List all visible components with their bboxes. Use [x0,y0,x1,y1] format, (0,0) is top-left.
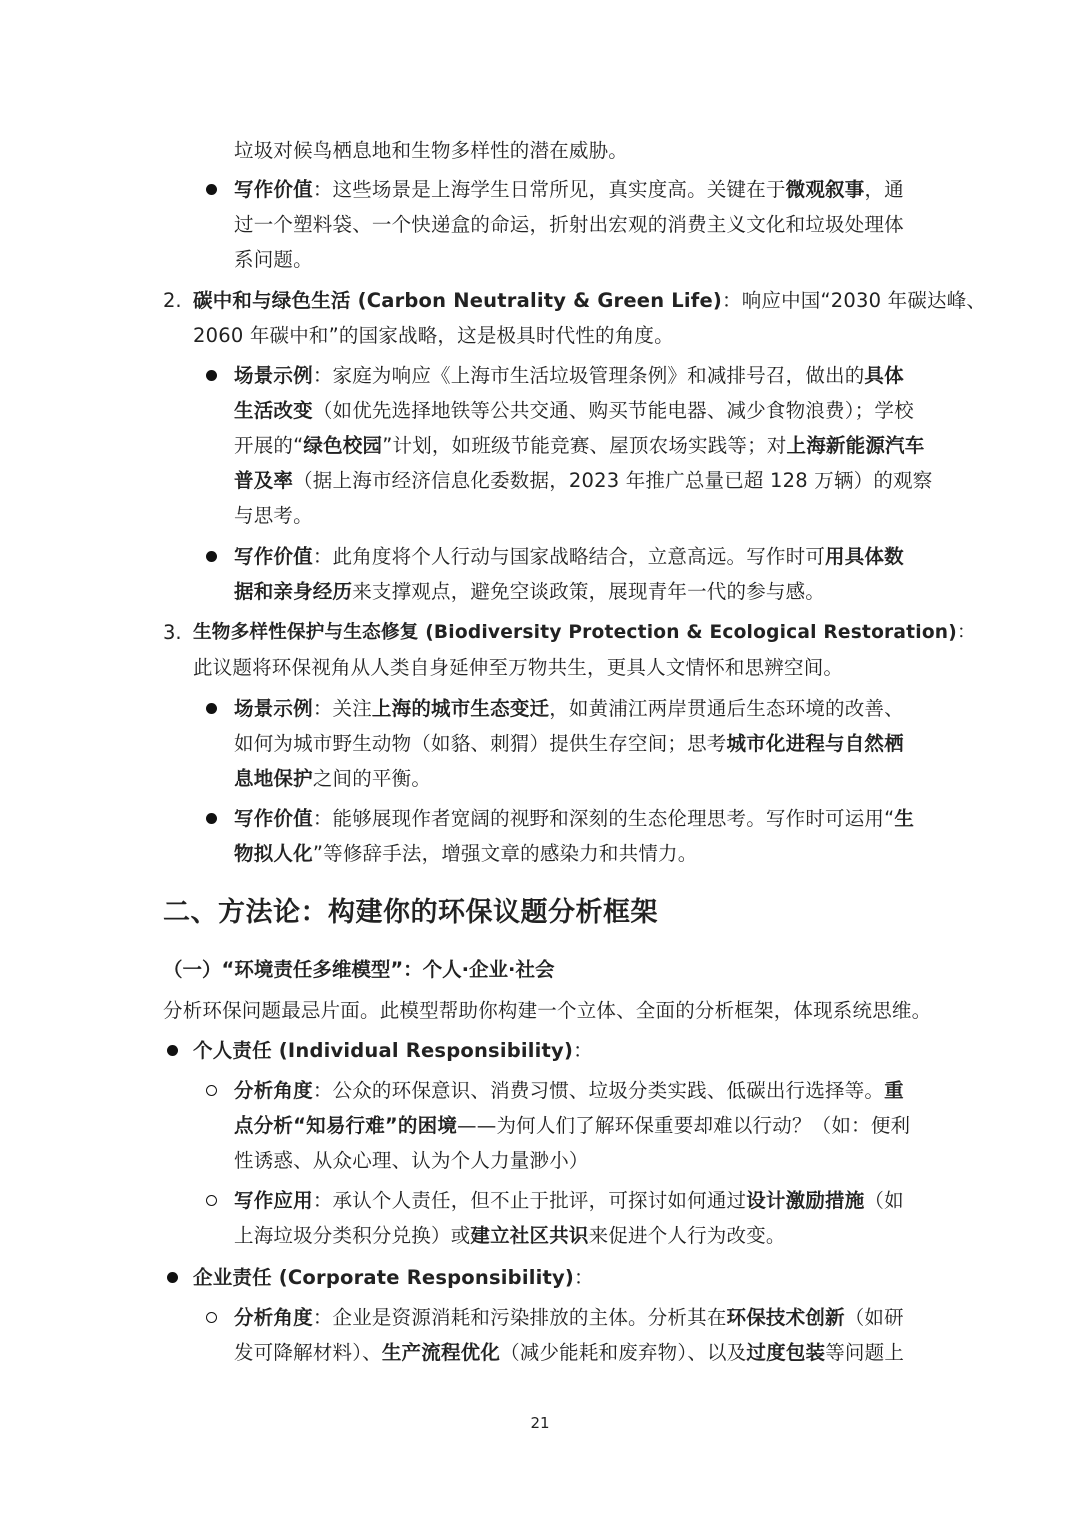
paragraph-line [234,1149,589,1173]
text-run: ：公众的环保意识、消费习惯、垃圾分类实践、低碳出行选择等。 [312,1079,885,1102]
text-run: 之间的平衡。 [312,767,432,790]
bold-text: 个人责任 (Individual Responsibility) [193,1039,574,1062]
bold-text: 分析角度 [234,1079,313,1102]
analysis-angle-line [234,1079,904,1103]
bold-text: 具体 [864,364,904,387]
bold-text: 碳中和与绿色生活 (Carbon Neutrality & Green Life) [193,289,722,312]
paragraph-line [163,999,931,1023]
list-number: 2. [163,289,182,312]
bold-text: 写作价值 [234,545,313,568]
bold-text: 写作价值 [234,178,313,201]
text-run: 等问题上 [825,1341,905,1364]
bullet-icon [206,184,217,195]
bold-text: 普及率 [234,469,294,492]
bold-text: 上海的城市生态变迁 [371,697,550,720]
paragraph-line [193,324,674,348]
bullet-icon [167,1045,178,1056]
text-run: ”计划，如班级节能竞赛、屋顶农场实践等；对 [382,434,787,457]
writing-apply-line [234,1189,904,1213]
bold-text: 生产流程优化 [381,1341,501,1364]
text-run: （据上海市经济信息化委数据，2023 年推广总量已超 128 万辆）的观察 [293,469,933,492]
paragraph-line [234,1341,904,1365]
bold-text: 重 [884,1079,904,1102]
text-run: 上海垃圾分类积分兑换）或 [234,1224,471,1247]
paragraph-line [234,139,628,163]
text-run: ： [956,622,976,643]
bullet-icon [206,370,217,381]
scene-line [234,364,904,388]
paragraph-line [234,767,431,791]
text-run: （如研 [844,1306,904,1329]
bold-text: 生活改变 [234,399,313,422]
hollow-bullet-icon [206,1195,217,1206]
text-run: 此议题将环保视角从人类自身延伸至万物共生，更具人文情怀和思辨空间。 [193,656,844,679]
hollow-bullet-icon [206,1085,217,1096]
text-run: ： [573,1039,593,1062]
scene-line [234,697,904,721]
bold-text: 过度包装 [746,1341,826,1364]
text-run: 来促进个人行为改变。 [588,1224,786,1247]
text-run: 过一个塑料袋、一个快递盒的命运，折射出宏观的消费主义文化和垃圾处理体 [234,213,904,236]
paragraph-line [234,1114,910,1138]
text-run: ：响应中国“2030 年碳达峰、 [722,289,987,312]
bullet-icon [206,551,217,562]
writing-value-line [234,545,904,569]
paragraph-line [234,1224,786,1248]
bold-text: 生 [894,807,915,830]
paragraph-line [234,213,904,237]
item-title-line [193,289,986,313]
text-run: 性诱惑、从众心理、认为个人力量渺小） [234,1149,589,1172]
paragraph-line [234,732,904,756]
text-run: ”等修辞手法，增强文章的感染力和共情力。 [312,842,698,865]
bold-text: 城市化进程与自然栖 [726,732,904,755]
bold-text: 息地保护 [234,767,313,790]
text-run: （如 [864,1189,904,1212]
bold-text: 企业责任 (Corporate Responsibility) [193,1266,575,1289]
text-run: 开展的“ [234,434,304,457]
paragraph-line [234,504,313,528]
bold-text: 场景示例 [234,364,313,387]
text-run: 发可降解材料）、 [234,1341,382,1364]
bold-text: 写作应用 [234,1189,313,1212]
bullet-icon [167,1272,178,1283]
subsection-heading: （一）“环境责任多维模型”：个人·企业·社会 [163,958,555,981]
bullet-icon [206,703,217,714]
list-number: 3. [163,621,182,644]
bold-text: 分析角度 [234,1306,313,1329]
responsibility-title [193,1039,593,1063]
text-run: ：企业是资源消耗和污染排放的主体。分析其在 [312,1306,727,1329]
text-run: ：家庭为响应《上海市生活垃圾管理条例》和减排号召，做出的 [312,364,865,387]
text-run: ：能够展现作者宽阔的视野和深刻的生态伦理思考。写作时可运用“ [312,807,895,830]
item-title-line [193,621,976,645]
analysis-angle-line [234,1306,904,1330]
bold-text: 据和亲身经历 [234,580,353,603]
bullet-icon [206,813,217,824]
text-run: 垃圾对候鸟栖息地和生物多样性的潜在威胁。 [234,139,629,162]
text-run: ：此角度将个人行动与国家战略结合，立意高远。写作时可 [312,545,826,568]
text-run: ：关注 [312,697,372,720]
bold-text: 绿色校园 [303,434,383,457]
writing-value-line [234,178,904,202]
text-run: ：这些场景是上海学生日常所见，真实度高。关键在于 [312,178,786,201]
text-run: ： [574,1266,594,1289]
writing-value-line [234,807,914,831]
bold-text: 写作价值 [234,807,313,830]
bold-text: 设计激励措施 [746,1189,865,1212]
bold-text: 场景示例 [234,697,313,720]
paragraph-line [234,469,932,493]
paragraph-line [193,656,843,680]
text-run: 与思考。 [234,504,313,527]
paragraph-line [234,399,914,423]
paragraph-line [234,248,313,272]
paragraph-line [234,580,825,604]
bold-text: 物拟人化 [234,842,313,865]
text-run: ，通 [864,178,904,201]
bold-text: 点分析“知易行难”的困境 [234,1114,458,1137]
bold-text: 环保技术创新 [726,1306,845,1329]
text-run: 系问题。 [234,248,313,271]
text-run: （如优先选择地铁等公共交通、购买节能电器、减少食物浪费）；学校 [312,399,914,422]
bold-text: 生物多样性保护与生态修复 (Biodiversity Protection & Ecological Restoration) [193,622,957,643]
text-run: ，如黄浦江两岸贯通后生态环境的改善、 [549,697,904,720]
text-run: ——为何人们了解环保重要却难以行动？（如：便利 [457,1114,911,1137]
bold-text: 用具体数 [825,545,904,568]
section-heading: 二、方法论：构建你的环保议题分析框架 [163,897,658,928]
bold-text: 建立社区共识 [470,1224,589,1247]
bold-text: 微观叙事 [785,178,865,201]
text-run: 2060 年碳中和”的国家战略，这是极具时代性的角度。 [193,324,674,347]
text-run: ：承认个人责任，但不止于批评，可探讨如何通过 [312,1189,747,1212]
paragraph-line [234,842,697,866]
text-run: 来支撑观点，避免空谈政策，展现青年一代的参与感。 [352,580,826,603]
paragraph-line [234,434,924,458]
text-run: （减少能耗和废弃物）、以及 [500,1341,747,1364]
text-run: 如何为城市野生动物（如貉、刺猬）提供生存空间；思考 [234,732,727,755]
hollow-bullet-icon [206,1312,217,1323]
page-number: 21 [530,1414,550,1432]
text-run: 分析环保问题最忌片面。此模型帮助你构建一个立体、全面的分析框架，体现系统思维。 [163,999,932,1022]
bold-text: 上海新能源汽车 [786,434,925,457]
responsibility-title [193,1266,594,1290]
